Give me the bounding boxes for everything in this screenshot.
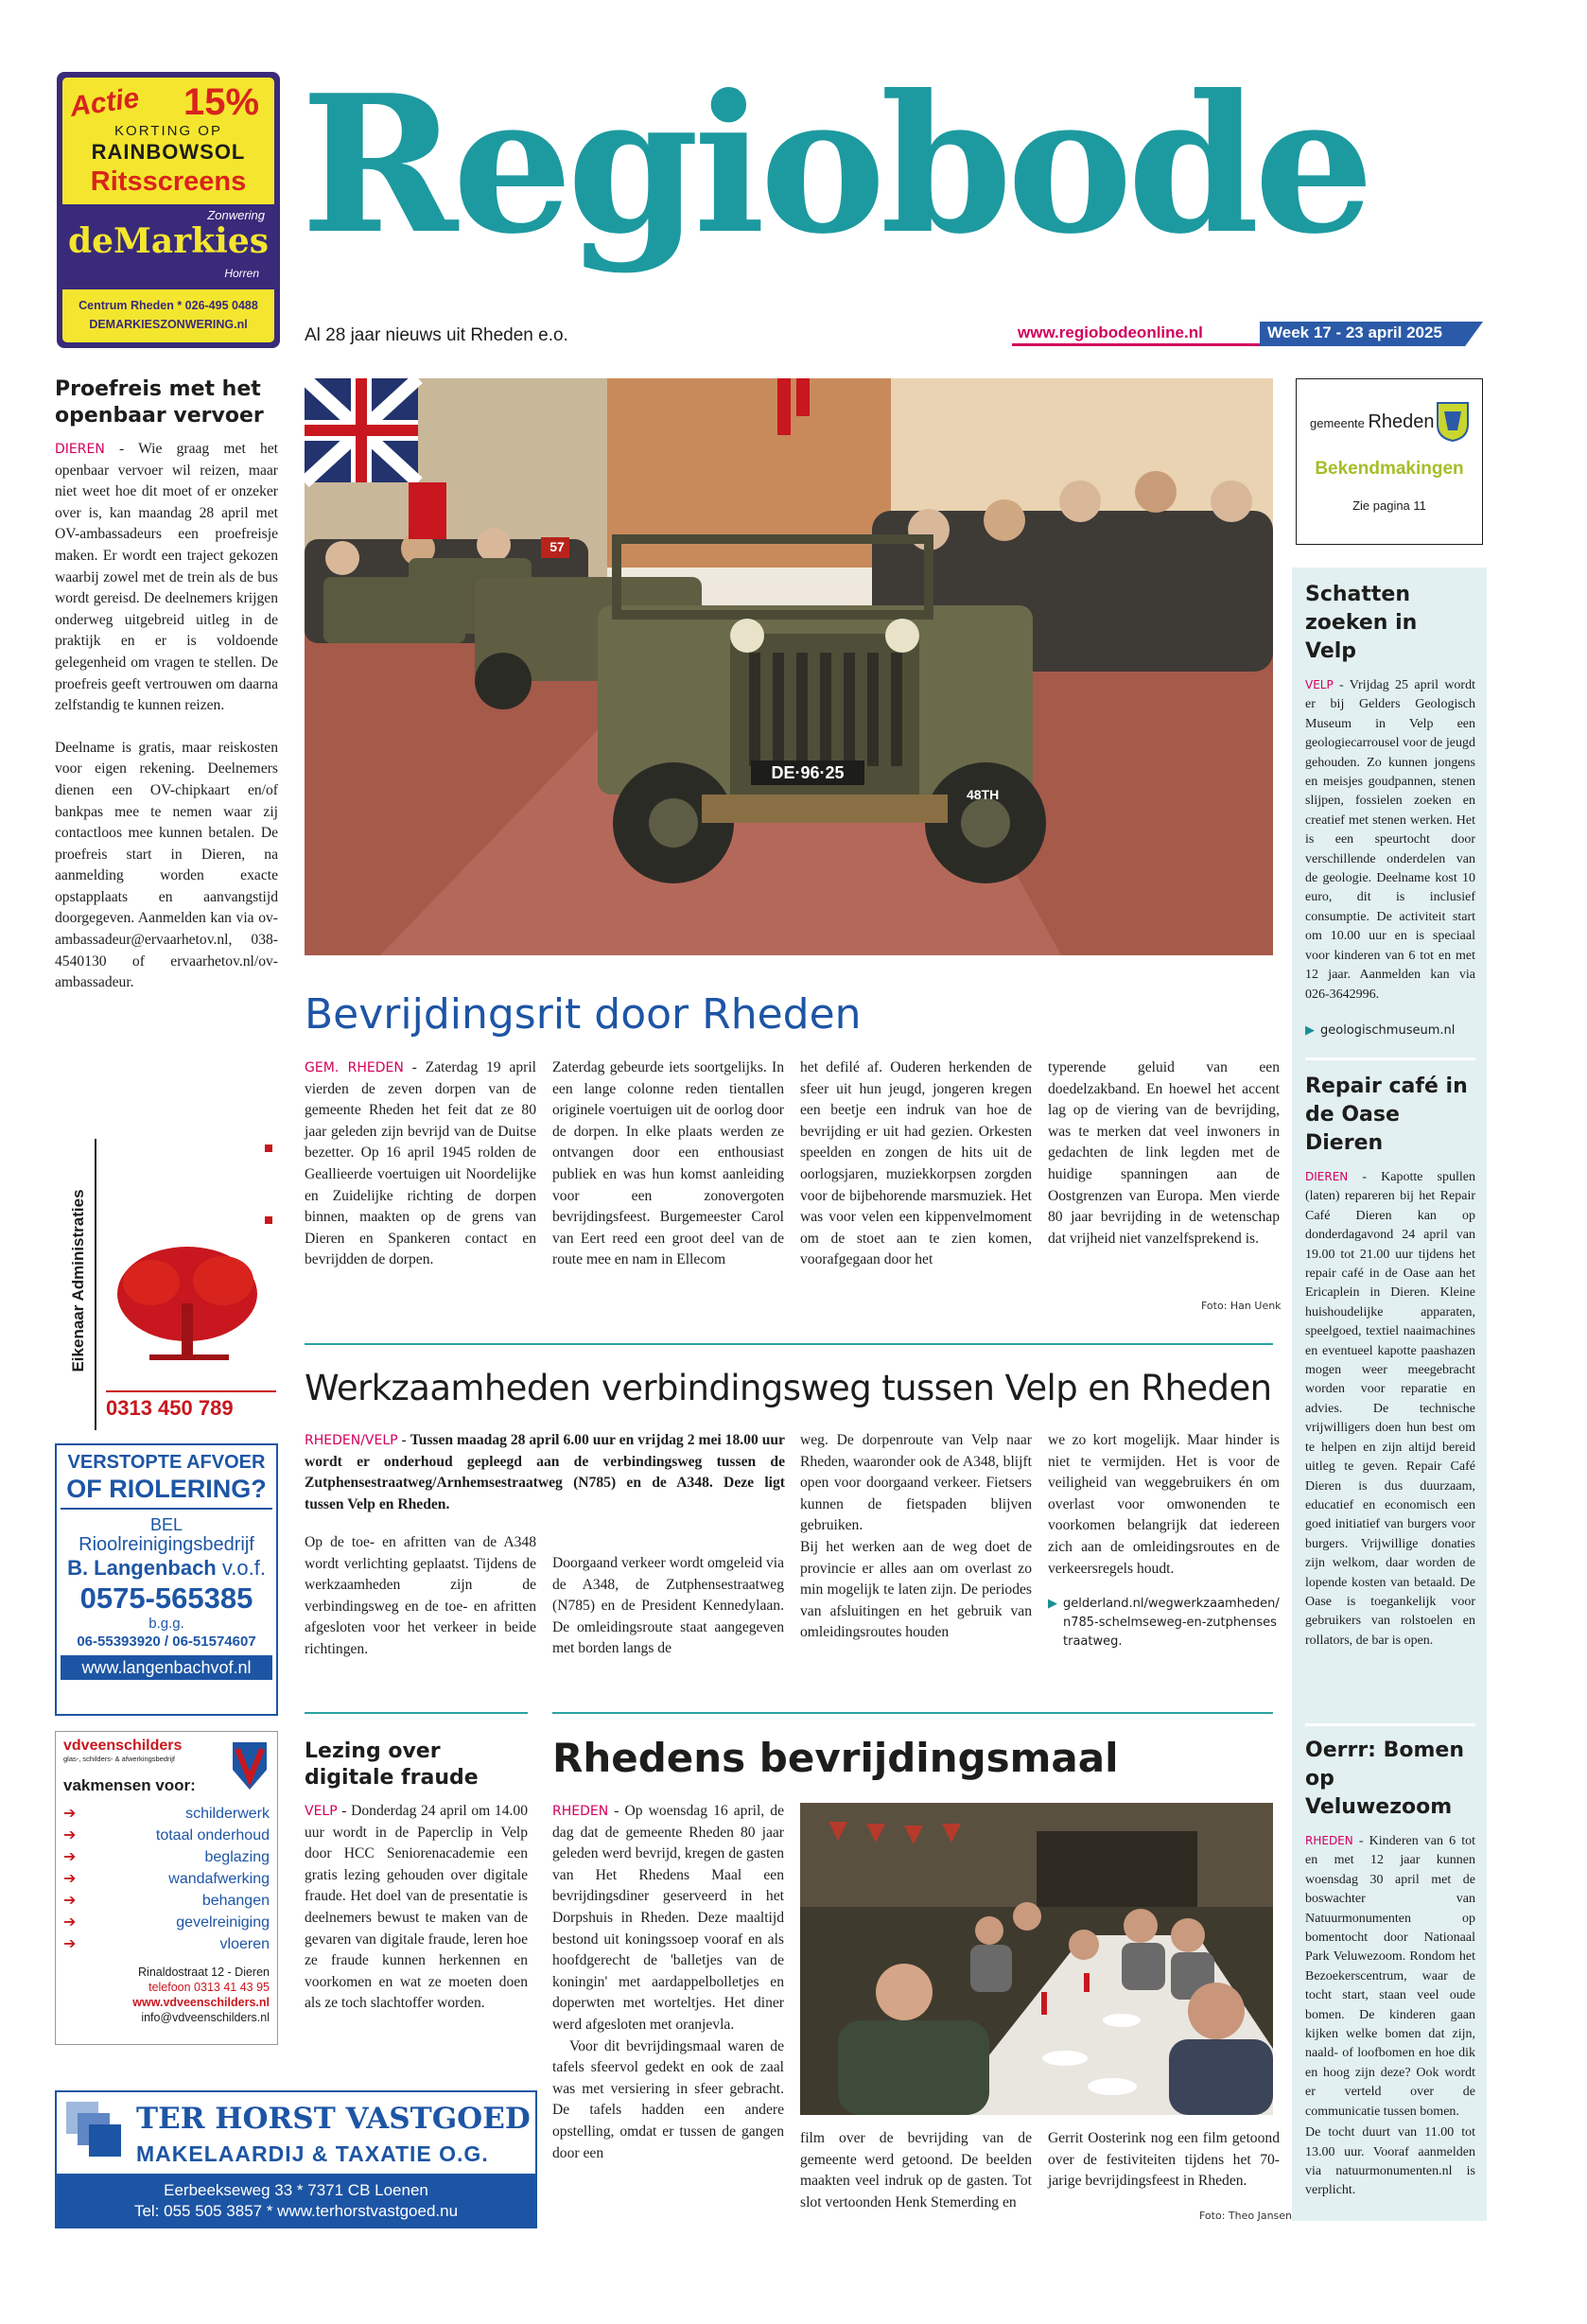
gemeente-rheden-box[interactable] [1296,378,1483,545]
oerrr-article: Oerrr: Bomen op Veluwezoom RHEDEN - Kinderen van 6 tot en met 12 jaar kunnen woensdag 30 april met de boswachter van Natuurmonumenten op bomentocht door Nationaal Park Veluwezoom. Rondom het Bezoekerscentrum, waar de tocht start, staan veel oude bomen. De kinderen gaan kijken welke bomen dat zijn, naald- of loofbomen en hoe dik en hoog zijn deze? Ook wordt er verteld over de communicatie tussen bomen. De tocht duurt van 11.00 tot 13.00 uur. Vooraf aanmelden via natuurmonumenten.nl is verplicht. [1305,1737,1475,2201]
bevrijdingsrit-col4: typerende geluid van een doedelzakband. En hoewel het accent lag op de viering van de bevrijding, was te merken dat veel inwoners in gedachten de link legden met de huidige spanningen aan de Oostgrenzen van Europa. Men vierde 80 jaar bevrijding in de wetenschap dat vrijheid niet vanzelfsprekend is. [1048,1059,1280,1247]
bevrijdingsmaal-c1b: Voor dit bevrijdingsmaal waren de tafels sfeervol gedekt en ook de zaal was met versiering in sfeer gebracht. De tafels hadden een andere opstelling, omdat er tussen de gangen door een [552,2037,784,2161]
ad-centrum: Centrum Rheden * 026-495 0488 [78,299,258,312]
ad-vdveen-item: ➔ gevelreiniging [63,1914,270,1931]
ad-vdveen-item: ➔ schilderwerk [63,1806,270,1822]
bevrijdingsrit-dateline: GEM. RHEDEN [305,1060,404,1075]
ad-langenbach[interactable] [55,1443,278,1716]
masthead-tagline: Al 28 jaar nieuws uit Rheden e.o. [305,325,568,345]
jeep-hood-number: 57 [549,539,565,554]
ad-url: DEMARKIESZONWERING.nl [89,318,248,331]
masthead-week: Week 17 - 23 april 2025 [1267,323,1442,341]
masthead-website[interactable]: www.regiobodeonline.nl [1018,323,1203,341]
proefreis-article: Proefreis met het openbaar vervoer DIEREN - Wie graag met het openbaar vervoer wil reizen, maar niet weet hoe dit moet of er onzeker over is, kan maandag 28 april met OV-ambassadeurs een proefreisje maken. Er wordt een traject gekozen waarbij zowel met de trein als de bus wordt gereisd. De deelnemers krijgen onderweg uitgebreid uitleg in de praktijk en er is voldoende gelegenheid om vragen te stellen. De proefreis geeft vertrouwen om daarna zelfstandig te kunnen reizen. Deelname is gratis, maar reiskosten voor eigen rekening. Deelnemers dienen een OV-chipkaart en/of bankpas mee te nemen waar zij contactloos mee kunnen betalen. De proefreis start in Dieren, na aanmelding worden exacte opstapplaats en aanvangstijd doorgegeven. Aanmelden kan via ov-ambassadeur@ervaarhetov.nl, 038-4540130 of ervaarhetov.nl/ov-ambassadeur. [55,376,278,994]
ad-rainbowsol: RAINBOWSOL [91,140,246,164]
ad-vdveen-item: ➔ vloeren [63,1936,270,1952]
ad-vdveen-list [63,1803,270,1955]
ad-vdveen-item: ➔ totaal onderhoud [63,1827,270,1843]
repair-article: Repair café in de Oase Dieren DIEREN - Kapotte spullen (laten) repareren bij het Repair Café Dieren kan op donderdagavond 24 april van 19.00 tot 21.00 uur tijdens het repair café in de Oase aan het Ericaplein in Dieren. Kleine huishoudelijke apparaten, speelgoed, textiel naaimachines en eventueel kapotte paashazen mogen weer meegebracht worden voor reparatie en advies. De technische vrijwilligers doen hun best om te helpen en zijn altijd bereid uitleg te geven. Repair Café Dieren is dus duurzaam, educatief en economisch een goed initiatief van burgers voor burgers. Vrijwillige donaties zijn welkom, daar worden de lopende kosten van betaald. De Oase is toegankelijk voor gebruikers van rolstoelen en rollators, de bar is open. [1305,1075,1475,1648]
repair-text: Kapotte spullen (laten) repareren bij het Repair Café Dieren kan op donderdagavond 24 april van 19.00 tot 21.00 uur tijdens het repair café in de Oase aan het Ericaplein in Dieren. Kleine huishoudelijke apparaten, speelgoed, textiel naaimachines en eventueel kapotte paashazen mogen weer meegebracht worden voor reparatie en advies. De technische vrijwilligers doen hun best om te helpen en zijn altijd bereid uitleg te geven. Repair Café Dieren is dus duurzaam, educatief en economisch een goed initiatief van burgers voor burgers. Vrijwillige donaties zijn welkom, daar worden de lopende kosten van betaald. De Oase is toegankelijk voor gebruikers van rolstoelen en rollators, de bar is open. [1305,1170,1475,1648]
ad-eikenaar-square-2 [265,1216,272,1224]
werkzaamheden-link[interactable]: gelderland.nl/wegwerkzaamheden/n785-schelmseweg-en-zutphensestraatweg. [1063,1597,1280,1650]
werkzaamheden-col1: Op de toe- en afritten van de A348 wordt verlichting geplaatst. Tijdens de werkzaamheden zijn de verbindingsweg en de toe- en afritten afgesloten voor het verkeer in beide richtingen. [305,1534,536,1657]
ad-vdveenschilders[interactable] [55,1731,278,2045]
bevrijdingsmaal-dateline: RHEDEN [552,1804,609,1819]
schatten-link[interactable]: geologischmuseum.nl [1320,1022,1456,1038]
tree-icon [112,1237,263,1370]
gemeente-name: Rheden [1368,411,1435,432]
terhorst-logo-icon [66,2102,123,2158]
ad-vdveen-phone: telefoon 0313 41 43 95 [148,1981,270,1994]
divider [305,1712,528,1714]
ad-langenbach-l8: 06-55393920 / 06-51574607 [77,1634,256,1650]
divider [1305,1057,1475,1060]
lezing-article: Lezing over digitale fraude VELP - Donderdag 24 april om 14.00 uur wordt in de Paperclip in Velp door HCC Seniorenacademie een gratis lezing gehouden over digitale fraude. Het doel van de presentatie is deelnemers bewust te maken van de gevaren van digitale fraude, leren hoe ze fraude kunnen herkennen en voorkomen en wat ze moeten doen als ze toch slachtoffer worden. [305,1739,528,2012]
gemeente-label: gemeente [1310,416,1365,430]
bevrijdingsmaal-c1: Op woensdag 16 april, de dag dat de gemeente Rheden 80 jaar geleden werd bevrijd, kregen de gasten van Het Rhedens Maal een bevrijdingsdiner geserveerd in het Dorpshuis in Rheden. Deze maaltijd bestond uit koningssoep vooraf en als hoofdgerecht de 'balletjes van de koningin' met aardappelbolletjes en doperwten met worteltjes. Het diner werd afgesloten met oranjevla. [552,1803,784,2033]
ad-langenbach-url: www.langenbachvof.nl [61,1655,272,1680]
ad-vdveen-sub: glas-, schilders- & afwerkingsbedrijf [63,1755,175,1763]
schatten-text: Vrijdag 25 april wordt er bij Gelders Geologisch Museum in Velp een geologiecarrousel voor de jeugd gehouden. Zo kunnen jongens en meisjes goudpannen, stenen slijpen, fossielen zoeken en creatief met stenen werken. Het is een speurtocht door verschillende onderdelen van de geologie. Deelname kost 10 euro, dit is inclusief consumptie. De activiteit start om 10.00 uur en is speciaal voor kinderen van 6 tot en met 12 jaar. Aanmelden kan via 026-3642996. [1305,678,1475,1002]
ad-langenbach-l4: Rioolreinigingsbedrijf [78,1534,254,1555]
bevrijdingsrit-c1: Zaterdag 19 april vierden de zeven dorpen van de gemeente Rheden het feit dat ze 80 jaar geleden zijn bevrijd van de Duitse bezetter. Op 16 april 1945 rolden de Geallieerde voertuigen uit Noordelijke en Zuidelijke richting de dorpen binnen, maakten op de grens van Dieren en Spankeren contact en bevrijdden de dorpen. [305,1059,536,1268]
ad-langenbach-l2: OF RIOLERING? [61,1474,272,1510]
werkzaamheden-col3 [800,1430,1032,1644]
bevrijdingsrit-title: Bevrijdingsrit door Rheden [305,990,862,1039]
bevrijdingsrit-col2: Zaterdag gebeurde iets soortgelijks. In een lange colonne reden tientallen originele voertuigen uit de oorlog door de dorpen. In elke plaats werden ze ontvangen door een enthousiast publiek en was hun komst aanleiding voor een zonovergoten bevrijdingsfeest. Burgemeester Carol van Eert reed een groot deel van de route mee en nam in Ellecom [552,1059,784,1268]
oerrr-dateline: RHEDEN [1305,1834,1353,1847]
ad-langenbach-l5: B. Langenbach [67,1556,217,1580]
ad-langenbach-l7: b.g.g. [148,1616,184,1632]
werkzaamheden-col4 [1048,1430,1280,1651]
bevrijdingsmaal-col1: RHEDEN - Op woensdag 16 april, de dag dat de gemeente Rheden 80 jaar geleden werd bevrijd, kregen de gasten van Het Rhedens Maal een bevrijdingsdiner geserveerd in het Dorpshuis in Rheden. Deze maaltijd bestond uit koningssoep vooraf en als hoofdgerecht de 'balletjes van de koningin' met aardappelbolletjes en doperwten met worteltjes. Het diner werd afgesloten met oranjevla. Voor dit bevrijdingsmaal waren de tafels sfeervol gedekt en ook de zaal was met versiering in sfeer gebracht. De tafels hadden een andere opstelling, omdat er tussen de gangen door een [552,1801,784,2164]
ad-vdveen-brand: vdveenschilders [63,1738,183,1754]
lezing-text: Donderdag 24 april om 14.00 uur wordt in de Paperclip in Velp door HCC Seniorenacademie een gratis lezing gehouden over digitale fraude. Het doel van de presentatie is deelnemers bewust te maken van de gevaren van digitale fraude, leren hoe ze fraude kunnen herkennen en voorkomen en wat ze moeten doen als ze toch slachtoffer worden. [305,1803,528,2012]
proefreis-p2: Deelname is gratis, maar reiskosten voor eigen rekening. Deelnemers dienen een OV-chipkaart en/of bankpas mee te nemen waar zij contactloos mee kunnen betalen. De proefreis start in Dieren, na aanmelding worden exacte opstapplaats en aanvangstijd doorgegeven. Aanmelden kan via ov-ambassadeur@ervaarhetov.nl, 038-4540130 of ervaarhetov.nl/ov-ambassadeur. [55,739,278,991]
masthead-title: Regiobode [301,54,1369,276]
divider [552,1712,1273,1714]
bevrijdingsmaal-credit: Foto: Theo Jansen [1199,2210,1293,2222]
ad-eikenaar-square-1 [265,1145,272,1152]
lezing-title: Lezing over digitale fraude [305,1739,479,1790]
arrow-right-icon: ▶ [1048,1597,1057,1612]
ad-demarkies[interactable] [57,72,280,348]
werkzaamheden-link-row[interactable] [1048,1595,1280,1651]
repair-dateline: DIEREN [1305,1170,1349,1183]
bevrijdingsrit-photo [305,378,1273,955]
jeep-plate: DE·96·25 [751,760,864,785]
ad-terhorst-contact: Tel: 055 505 3857 * www.terhorstvastgoed.nu [133,2202,459,2220]
ad-percent: 15% [183,81,260,123]
proefreis-title: Proefreis met het openbaar vervoer [55,377,264,428]
ad-vdveen-item: ➔ behangen [63,1893,270,1909]
bevrijdingsmaal-col2: film over de bevrijding van de gemeente werd getoond. De beelden maakten veel indruk op de gasten. Tot slot vertoonden Henk Stemerding en [800,2130,1032,2210]
ad-eikenaar[interactable] [55,1139,278,1430]
divider [305,1343,1273,1345]
ad-langenbach-l3: BEL [149,1515,183,1534]
bevrijdingsrit-col1: GEM. RHEDEN - Zaterdag 19 april vierden de zeven dorpen van de gemeente Rheden het feit dat ze 80 jaar geleden zijn bevrijd van de Duitse bezetter. Op 16 april 1945 rolden de Geallieerde voertuigen uit Noordelijke en Zuidelijke richting de dorpen binnen, maakten op de grens van Dieren en Spankeren contact en bevrijdden de dorpen. [305,1059,536,1268]
ad-terhorst-sub: MAKELAARDIJ & TAXATIE O.G. [136,2141,489,2166]
bevrijdingsmaal-title: Rhedens bevrijdingsmaal [552,1735,1119,1781]
oerrr-title: Oerrr: Bomen op Veluwezoom [1305,1739,1465,1819]
werkzaamheden-dateline: RHEDEN/VELP [305,1433,398,1448]
ad-terhorst-name: TER HORST VASTGOED [136,2102,531,2136]
ad-vdveen-url: www.vdveenschilders.nl [132,1996,270,2009]
bevrijdingsmaal-photo [800,1803,1273,2115]
proefreis-p1: Wie graag met het openbaar vervoer wil reizen, maar niet weet hoe dit moet of er onzeker over is, kan maandag 28 april met OV-ambassadeurs een proefreisje maken. Er wordt een traject gekozen waarbij zowel met de trein als de bus wordt gereisd. De deelnemers krijgen onderweg uitgebreid uitleg in de praktijk en er is voldoende gelegenheid om vragen te stellen. De proefreis geeft vertrouwen om daarna zelfstandig te kunnen reizen. [55,441,278,714]
ad-vdveen-email: info@vdveenschilders.nl [141,2011,270,2024]
jeep-bumper: 48TH [967,787,1000,802]
oerrr-p1: Kinderen van 6 tot en met 12 jaar kunnen woensdag 30 april met de boswachter van Natuurmonumenten op bomentocht door Nationaal Park Veluwezoom. Rondom het Bezoekerscentrum, waar de tocht start, staan veel oude bomen. De kinderen gaan kijken welke bomen dat zijn, naald- of loofbomen en hoe dik en hoog zijn deze? Ook wordt er verteld over de communicatie tussen bomen. [1305,1834,1475,2119]
ad-horren: Horren [224,267,259,280]
ad-langenbach-l1: VERSTOPTE AFVOER [67,1452,266,1473]
werkzaamheden-c4: we zo kort mogelijk. Maar hinder is niet te vermijden. Het is voor de veiligheid van weggebruikers én om overlast voor omwonenden te voorkomen belangrijk dat iedereen zich aan de omleidingsroutes en de verkeersregels houdt. [1048,1432,1280,1577]
proefreis-dateline: DIEREN [55,442,105,457]
werkzaamheden-intro-text: Tussen maadag 28 april 6.00 uur en vrijdag 2 mei 18.00 uur wordt er onderhoud gepleegd aan de verbindingsweg tussen de Zutphensestraatweg/Arnhemsestraatweg (N785) en de A348. Deze ligt tussen Velp en Rheden. [305,1432,785,1512]
oerrr-p2: De tocht duurt van 11.00 tot 13.00 uur. Vooraf aanmelden via natuurmonumenten.nl is verplicht. [1305,2125,1475,2198]
ad-vdveen-item: ➔ wandafwerking [63,1871,270,1887]
schatten-article: Schatten zoeken in Velp VELP - Vrijdag 25 april wordt er bij Gelders Geologisch Museum in Velp een geologiecarrousel voor de jeugd gehouden. Zo kunnen jongens en meisjes goudpannen, stenen slijpen, fossielen zoeken en creatief met stenen werken. Het is een speurtocht door verschillende onderdelen van de geologie. Deelname kost 10 euro, dit is inclusief consumptie. De activiteit start om 10.00 uur en is speciaal voor kinderen van 6 tot en met 12 jaar. Aanmelden kan via 026-3642996. ▶ geologischmuseum.nl [1305,581,1475,1040]
divider [1305,1723,1475,1726]
werkzaamheden-c3b: Bij het werken aan de weg doet de provincie er alles aan om overlast zo min mogelijk te laten zijn. De periodes van afsluitingen en het gebruik van omleidingsroutes houden [800,1538,1032,1641]
werkzaamheden-c3a: weg. De dorpenroute van Velp naar Rheden, waaronder ook de A348, blijft open voor doorgaand verkeer. Fietsers kunnen de fietspaden blijven gebruiken. [800,1432,1032,1534]
ad-terhorst-address: Eerbeekseweg 33 * 7371 CB Loenen [164,2181,428,2199]
gemeente-bekendmakingen: Bekendmakingen [1315,459,1464,479]
ad-korting: KORTING OP [114,123,222,139]
repair-title: Repair café in de Oase Dieren [1305,1075,1468,1155]
ad-langenbach-l5b: v.o.f. [221,1556,266,1580]
masthead-bar [1012,322,1483,346]
werkzaamheden-intro: RHEDEN/VELP - Tussen maadag 28 april 6.00 uur en vrijdag 2 mei 18.00 uur wordt er onderhoud gepleegd aan de verbindingsweg tussen de Zutphensestraatweg/Arnhemsestraatweg (N785) en de A348. Deze ligt tussen Velp en Rheden. [305,1432,785,1512]
shield-logo-icon [232,1741,268,1791]
ad-ritsscreens: Ritsscreens [90,166,247,197]
ad-zonwering: Zonwering [207,208,265,222]
arrow-right-icon: ▶ [1305,1022,1315,1038]
werkzaamheden-col2: Doorgaand verkeer wordt omgeleid via de A348, de Zutphensestraatweg (N785) en de President Kennedylaan. De omleidingsroute staat aangegeven met borden langs de [552,1555,784,1657]
ad-eikenaar-phone: 0313 450 789 [106,1390,276,1421]
ad-langenbach-phone: 0575-565385 [79,1581,253,1615]
schatten-link-row[interactable] [1305,1022,1475,1040]
bevrijdingsrit-credit: Foto: Han Uenk [1201,1300,1282,1312]
ad-vdveen-address: Rinaldostraat 12 - Dieren [138,1966,270,1979]
gemeente-shield-icon [1437,402,1469,442]
ad-actie: Actie [67,82,142,123]
ad-eikenaar-name: Eikenaar Administraties [69,1189,87,1372]
werkzaamheden-title: Werkzaamheden verbindingsweg tussen Velp en Rheden [305,1368,1272,1408]
bevrijdingsmaal-col3: Gerrit Oosterink nog een film getoond over de festiviteiten tijdens het 70-jarige bevrijdingsfeest in Rheden. [1048,2130,1280,2190]
ad-terhorst[interactable] [55,2090,537,2228]
bevrijdingsrit-col3: het defilé af. Ouderen herkenden de sfeer uit hun jeugd, jongeren kregen een beetje een indruk van hoe de bevrijding er uit had gezien. Orkesten speelden en zongen de hits uit de oorlogsjaren, muziekkorpsen zorgden voor de bijbehorende marsmuziek. Het was voor velen een kippenvelmoment om de stoet aan te zien komen, voorafgegaan door het [800,1059,1032,1268]
ad-brand-logo: deMarkies [67,221,269,261]
gemeente-note: Zie pagina 11 [1352,498,1426,513]
ad-vdveen-heading: vakmensen voor: [63,1776,196,1794]
ad-vdveen-item: ➔ beglazing [63,1849,270,1865]
lezing-dateline: VELP [305,1804,338,1819]
schatten-title: Schatten zoeken in Velp [1305,583,1418,663]
schatten-dateline: VELP [1305,678,1334,691]
